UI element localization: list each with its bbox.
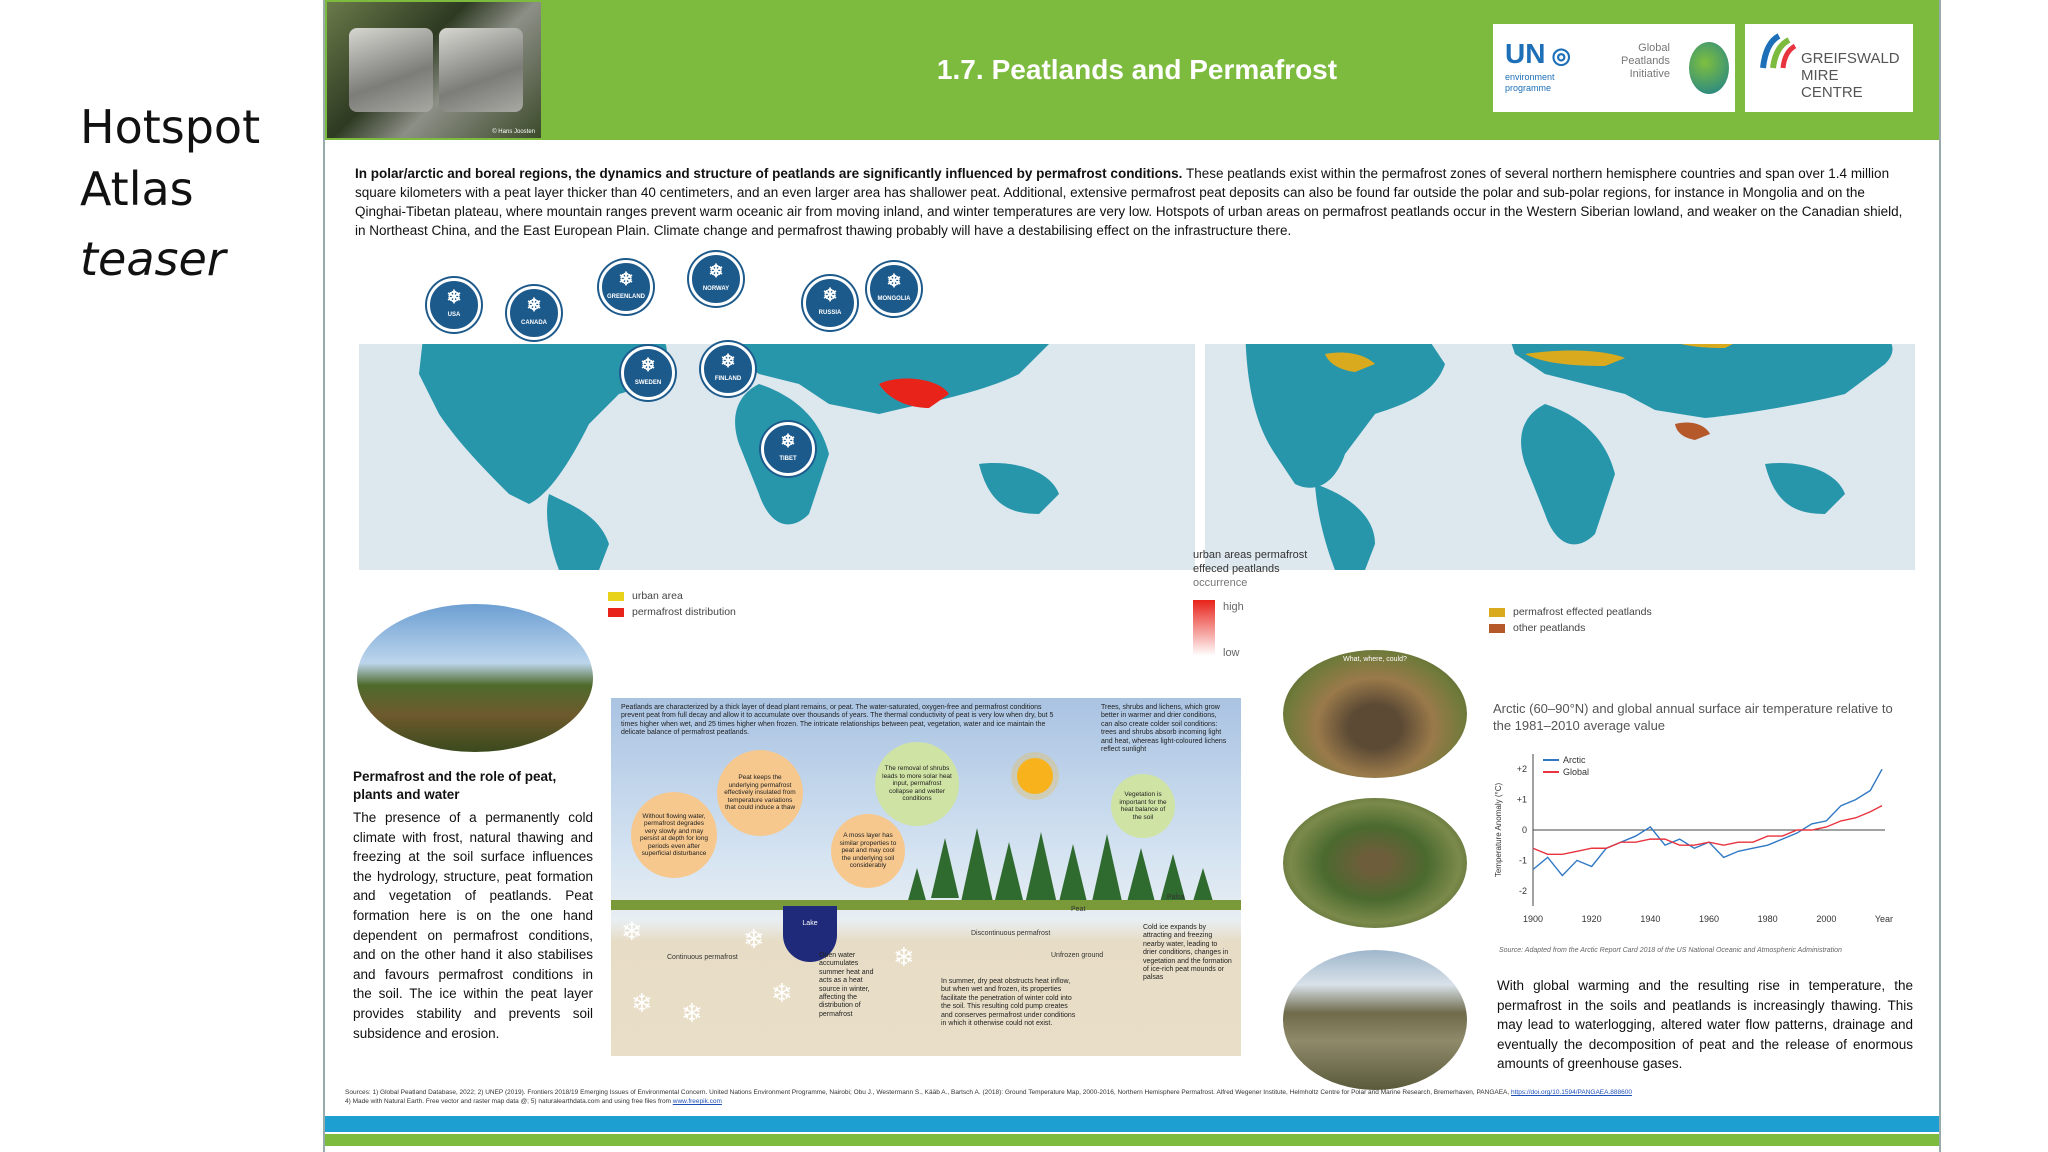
snowflake-icon: ❄ [681, 998, 703, 1028]
poster-header [325, 0, 1939, 140]
urban-legend-title-1: urban areas permafrost [1193, 549, 1308, 561]
x-tick-label: 1920 [1581, 914, 1602, 924]
legend-label-global: Global [1563, 767, 1590, 777]
open-water-note: Open water accumulates summer heat and acts as a heat source in winter, affecting the distribution of permafrost [819, 952, 874, 1018]
summer-peat-note: In summer, dry peat obstructs heat inflow, but when wet and frozen, its properties facilitate the penetration of winter cold into the soil. This resulting cold pump creates and conserves permafrost under conditions in which it otherwise could not exist. [941, 978, 1076, 1028]
poster-title-text: Peatlands and Permafrost [991, 54, 1338, 85]
legend-permafrost: permafrost distribution [608, 606, 736, 618]
bubble-moss-layer: A moss layer has similar properties to peat and may cool the underlying soil considerably [831, 814, 905, 888]
badge-finland[interactable]: ❄ FINLAND [701, 342, 755, 396]
intro-lead: In polar/arctic and boreal regions, the dynamics and structure of peatlands are significantly influenced by permafrost conditions. [355, 166, 1183, 181]
diagram-trees-note: Trees, shrubs and lichens, which grow better in warmer and drier conditions, can also create colder soil conditions: trees and shrubs absorb incoming light and heat, whereas light-coloured lichens reflect sunlight [1101, 704, 1227, 754]
peatland-photo-oval [357, 604, 593, 752]
un-logo-text: UN ◎ [1505, 38, 1571, 69]
palsa-label: Palsa [1167, 894, 1185, 901]
sources-link-pangaea[interactable]: https://doi.org/10.1594/PANGAEA.888600 [1511, 1089, 1632, 1096]
badge-tibet[interactable]: ❄ TIBET [761, 422, 815, 476]
poster-title-number: 1.7. [936, 54, 984, 85]
sources-line-1: Sources: 1) Global Peatland Database, 2022; 2) UNEP (2019). Frontiers 2018/19 Emerging Issues of Environmental Concern. United Nations Environment Programme, Nairobi; Obu J., Westermann S., Kääb A., Bartsch A. (2018): Ground Temperature Map, 2000-2016, Northern Hemisphere Permafrost. Alfred Wegener Institute, Helmholtz Centre for Polar and Marine Research, Bremerhaven, PANGAEA, [345, 1089, 1510, 1096]
teaser-panel [80, 96, 260, 290]
peat-label: Peat [1071, 906, 1086, 913]
poster [323, 0, 1941, 1152]
teaser-line-3: teaser [80, 232, 226, 286]
legend-affected-peatlands: permafrost effected peatlands [1489, 606, 1652, 618]
urban-legend-occurrence: occurrence [1193, 577, 1248, 589]
temperature-chart [1489, 736, 1909, 944]
snowflake-icon: ❄ [743, 924, 765, 954]
legend-label-arctic: Arctic [1563, 755, 1586, 765]
teaser-line-1: Hotspot [80, 100, 261, 154]
legend-swatch-affected [1489, 608, 1505, 617]
gmc-logo[interactable] [1745, 24, 1913, 112]
bubble-peat-keeps: Peat keeps the underlying permafrost effectively insulated from temperature variations that could induce a thaw [717, 750, 803, 836]
y-axis-label: Temperature Anomaly (°C) [1494, 782, 1503, 878]
y-tick-label: +1 [1516, 794, 1527, 805]
forest-svg [611, 828, 1241, 928]
cold-ice-note: Cold ice expands by attracting and freezing nearby water, leading to drier conditions, changes in vegetation and the formation of ice-rich peat mounds or palsas [1143, 924, 1232, 982]
snowflake-icon: ❄ [771, 978, 793, 1008]
x-tick-label: 1940 [1640, 914, 1661, 924]
y-tick-label: +2 [1516, 764, 1527, 775]
chart-title: Arctic (60–90°N) and global annual surface air temperature relative to the 1981–2010 average value [1493, 701, 1893, 733]
chart-source: Source: Adapted from the Arctic Report Card 2018 of the US National Oceanic and Atmospheric Administration [1499, 947, 1842, 954]
snowflake-icon: ❄ [621, 916, 643, 946]
y-tick-label: 0 [1521, 825, 1527, 835]
un-gpi-logo[interactable] [1493, 24, 1735, 112]
y-tick-label: -2 [1518, 885, 1527, 896]
bubble-without-water: Without flowing water, permafrost degrades very slowly and may persist at depth for long periods even after superficial disturbance [631, 792, 717, 878]
x-tick-label: 1980 [1757, 914, 1778, 924]
x-tick-label: 2000 [1816, 914, 1837, 924]
gradient-low-label: low [1223, 647, 1240, 659]
palsa-photo-oval [1283, 650, 1467, 778]
badge-greenland[interactable]: ❄ GREENLAND [599, 260, 653, 314]
photo-credit: © Hans Joosten [492, 129, 535, 135]
snowflake-icon: ❄ [631, 988, 653, 1018]
intro-body: These peatlands exist within the permafrost zones of several northern hemisphere countries and span over 1.4 million square kilometers with a peat layer thicker than 40 centimeters, and an even larger area has shallower peat. Additional, extensive permafrost peat deposits can also be found far outside the polar and sub-polar regions, for instance in Mongolia and on the Qinghai-Tibetan plateau, where mountain ranges prevent warm oceanic air from moving inland, and winter temperatures are very low. Hotspots of urban areas on permafrost peatlands occur in the Western Siberian lowland, and weaker on the Canadian shield, in Northeast China, and the East European Plain. Climate change and permafrost thawing probably will have a destabilising effect on the infrastructure there. [355, 166, 1903, 238]
chart-body-text: With global warming and the resulting rise in temperature, the permafrost in the soils and peatlands is increasingly thawing. This may lead to waterlogging, altered water flow patterns, drainage and eventually the decomposition of peat and the release of enormous amounts of greenhouse gases. [1497, 978, 1913, 1071]
x-axis-label: Year [1874, 914, 1893, 924]
urban-peatlands-world-map [1205, 344, 1915, 570]
un-logo-subtitle: environment programme [1505, 72, 1555, 93]
bubble-vegetation: Vegetation is important for the heat balance of the soil [1111, 774, 1175, 838]
sources-link-freepik[interactable]: www.freepik.com [672, 1098, 722, 1105]
badge-mongolia[interactable]: ❄ MONGOLIA [867, 262, 921, 316]
discontinuous-permafrost-label: Discontinuous permafrost [971, 930, 1051, 937]
series-line-arctic [1533, 769, 1882, 875]
bubble-shrub-removal: The removal of shrubs leads to more solar heat input, permafrost collapse and wetter conditions [875, 742, 959, 826]
gmc-mark-icon [1757, 32, 1797, 72]
urban-legend-title-2: effeced peatlands [1193, 563, 1280, 575]
footer-band-green [325, 1134, 1939, 1146]
permafrost-role-body: The presence of a permanently cold climate with frost, natural thawing and freezing at the soil surface influences the hydrology, structure, peat formation and vegetation of peatlands. Peat formation here is on the one hand dependent on permafrost conditions, and on the other hand it also stabilises and favours permafrost conditions in the soil. The ice within the peat layer provides stability and prevents soil subsidence and erosion. [353, 810, 593, 1041]
badge-sweden[interactable]: ❄ SWEDEN [621, 346, 675, 400]
sun-icon [1017, 758, 1053, 794]
thaw-photo-oval [1283, 798, 1467, 928]
lake-label: Lake [802, 920, 818, 927]
oval-caption: What, where, could? [1343, 656, 1407, 663]
map-left-legend [608, 590, 736, 622]
sources-footnote [345, 1088, 1925, 1106]
occurrence-gradient [1193, 600, 1215, 656]
legend-swatch-urban [608, 592, 624, 601]
permafrost-world-map [359, 261, 1195, 570]
peatland-permafrost-diagram [611, 698, 1241, 1056]
map-right-legend [1489, 606, 1652, 638]
gpi-logo-text: Global Peatlands Initiative [1621, 42, 1670, 80]
legend-urban-area: urban area [608, 590, 736, 602]
unfrozen-ground-label: Unfrozen ground [1051, 952, 1104, 959]
badge-norway[interactable]: ❄ NORWAY [689, 252, 743, 306]
urban-peatland-legend [1193, 548, 1308, 659]
x-tick-label: 1900 [1522, 914, 1544, 924]
permafrost-role-title: Permafrost and the role of peat, plants and water [353, 769, 557, 802]
badge-russia[interactable]: ❄ RUSSIA [803, 276, 857, 330]
footer-band-blue [325, 1116, 1939, 1132]
y-tick-label: -1 [1518, 855, 1527, 866]
intro-paragraph [355, 164, 1909, 240]
gradient-high-label: high [1223, 601, 1244, 613]
x-tick-label: 1960 [1698, 914, 1720, 924]
badge-usa[interactable]: ❄ USA [427, 278, 481, 332]
diagram-intro: Peatlands are characterized by a thick layer of dead plant remains, or peat. The water-saturated, oxygen-free and permafrost conditions prevent peat from full decay and allow it to accumulate over thousands of years. The thermal conductivity of peat is very low when dry, but 5 times higher when wet, and 25 times higher when frozen. The intricate relationships between peat, vegetation, water and ice maintain the delicate balance of permafrost peatlands. [621, 704, 1054, 737]
polygon-mire-photo-oval [1283, 950, 1467, 1090]
sources-line-2: 4) Made with Natural Earth. Free vector and raster map data @; 5) naturalearthdata.com and using free files from [345, 1098, 671, 1105]
globe-icon [1689, 42, 1729, 94]
continuous-permafrost-label: Continuous permafrost [667, 954, 738, 961]
badge-canada[interactable]: ❄ CANADA [507, 286, 561, 340]
legend-other-peatlands: other peatlands [1489, 622, 1652, 634]
map-right-svg [1205, 344, 1915, 570]
legend-swatch-permafrost [608, 608, 624, 617]
teaser-line-2: Atlas [80, 162, 194, 216]
snowflake-icon: ❄ [893, 942, 915, 972]
legend-swatch-other [1489, 624, 1505, 633]
gmc-logo-text: GREIFSWALD MIRE CENTRE [1801, 50, 1900, 101]
